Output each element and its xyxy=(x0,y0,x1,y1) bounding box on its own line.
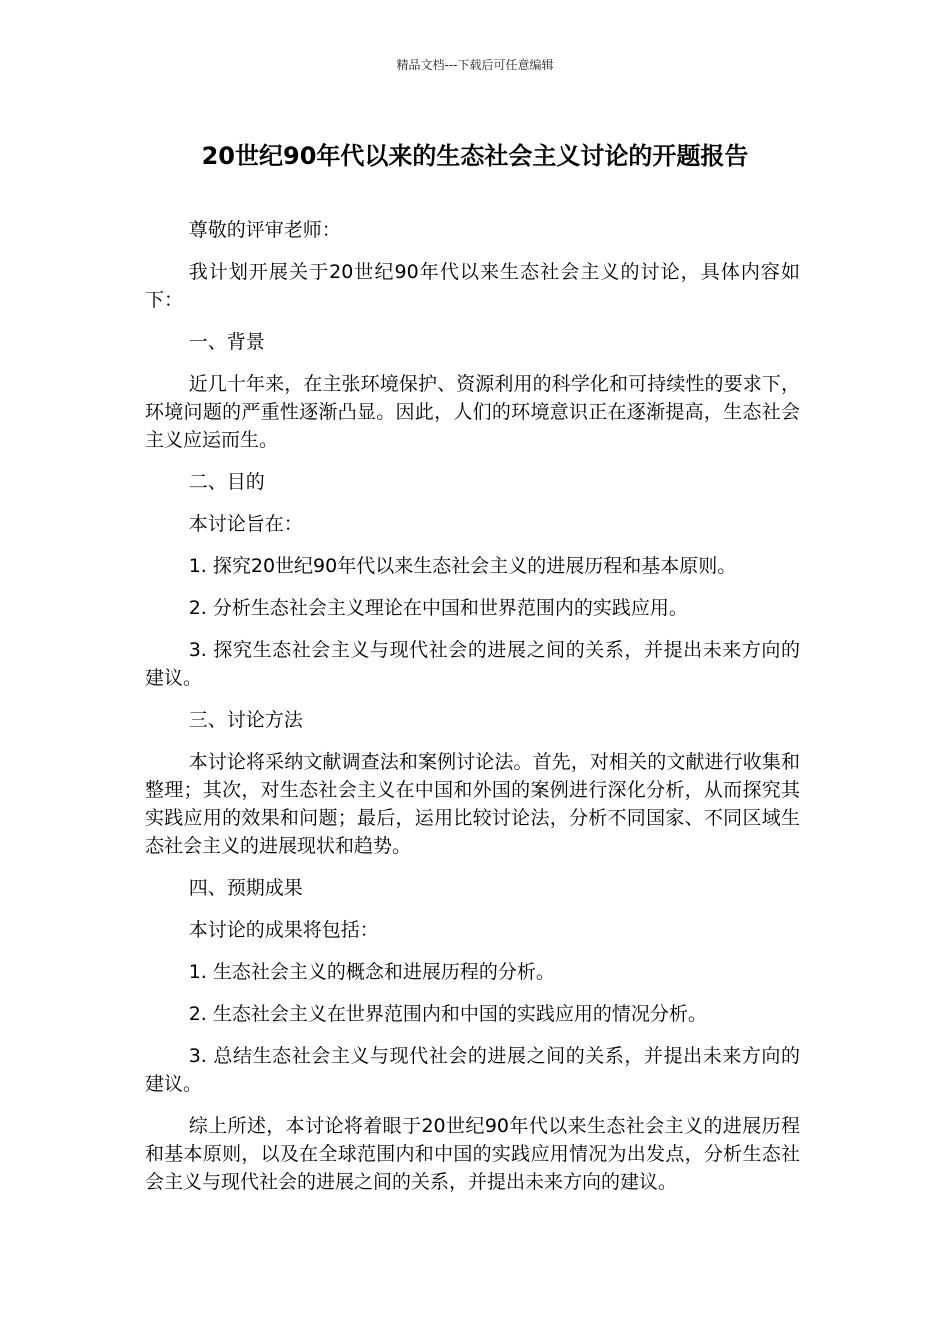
section-heading-purpose: 二、目的 xyxy=(188,471,265,493)
purpose-item-2: 2. 分析生态社会主义理论在中国和世界范围内的实践应用。 xyxy=(188,597,688,619)
purpose-intro: 本讨论旨在： xyxy=(188,513,303,535)
outcome-item-3: 3. 总结生态社会主义与现代社会的进展之间的关系，并提出未来方向的建议。 xyxy=(145,1045,800,1095)
outcome-item-2: 2. 生态社会主义在世界范围内和中国的实践应用的情况分析。 xyxy=(188,1003,707,1025)
section-heading-method: 三、讨论方法 xyxy=(188,709,303,731)
purpose-item-1: 1. 探究20世纪90年代以来生态社会主义的进展历程和基本原则。 xyxy=(188,555,737,577)
outcomes-intro: 本讨论的成果将包括： xyxy=(188,919,379,941)
intro-paragraph: 我计划开展关于20世纪90年代以来生态社会主义的讨论，具体内容如下： xyxy=(145,261,800,311)
purpose-item-3: 3. 探究生态社会主义与现代社会的进展之间的关系，并提出未来方向的建议。 xyxy=(145,639,800,689)
section-heading-outcomes: 四、预期成果 xyxy=(188,877,303,899)
document-body xyxy=(145,216,800,1210)
conclusion-paragraph: 综上所述，本讨论将着眼于20世纪90年代以来生态社会主义的进展历程和基本原则，以及在全球范围内和中国的实践应用情况为出发点，分析生态社会主义与现代社会的进展之间的关系，并提出未来方向的建议。 xyxy=(145,1115,800,1193)
salutation: 尊敬的评审老师： xyxy=(188,219,341,241)
section-heading-background: 一、背景 xyxy=(188,331,265,353)
outcome-item-1: 1. 生态社会主义的概念和进展历程的分析。 xyxy=(188,961,555,983)
document-title: 20世纪90年代以来的生态社会主义讨论的开题报告 xyxy=(201,142,749,170)
background-paragraph: 近几十年来，在主张环境保护、资源利用的科学化和可持续性的要求下，环境问题的严重性逐渐凸显。因此，人们的环境意识正在逐渐提高，生态社会主义应运而生。 xyxy=(145,373,800,451)
method-paragraph: 本讨论将采纳文献调查法和案例讨论法。首先，对相关的文献进行收集和整理；其次，对生态社会主义在中国和外国的案例进行深化分析，从而探究其实践应用的效果和问题；最后，运用比较讨论法，分析不同国家、不同区域生态社会主义的进展现状和趋势。 xyxy=(145,751,800,857)
page-header: 精品文档---下载后可任意编辑 xyxy=(396,58,554,72)
